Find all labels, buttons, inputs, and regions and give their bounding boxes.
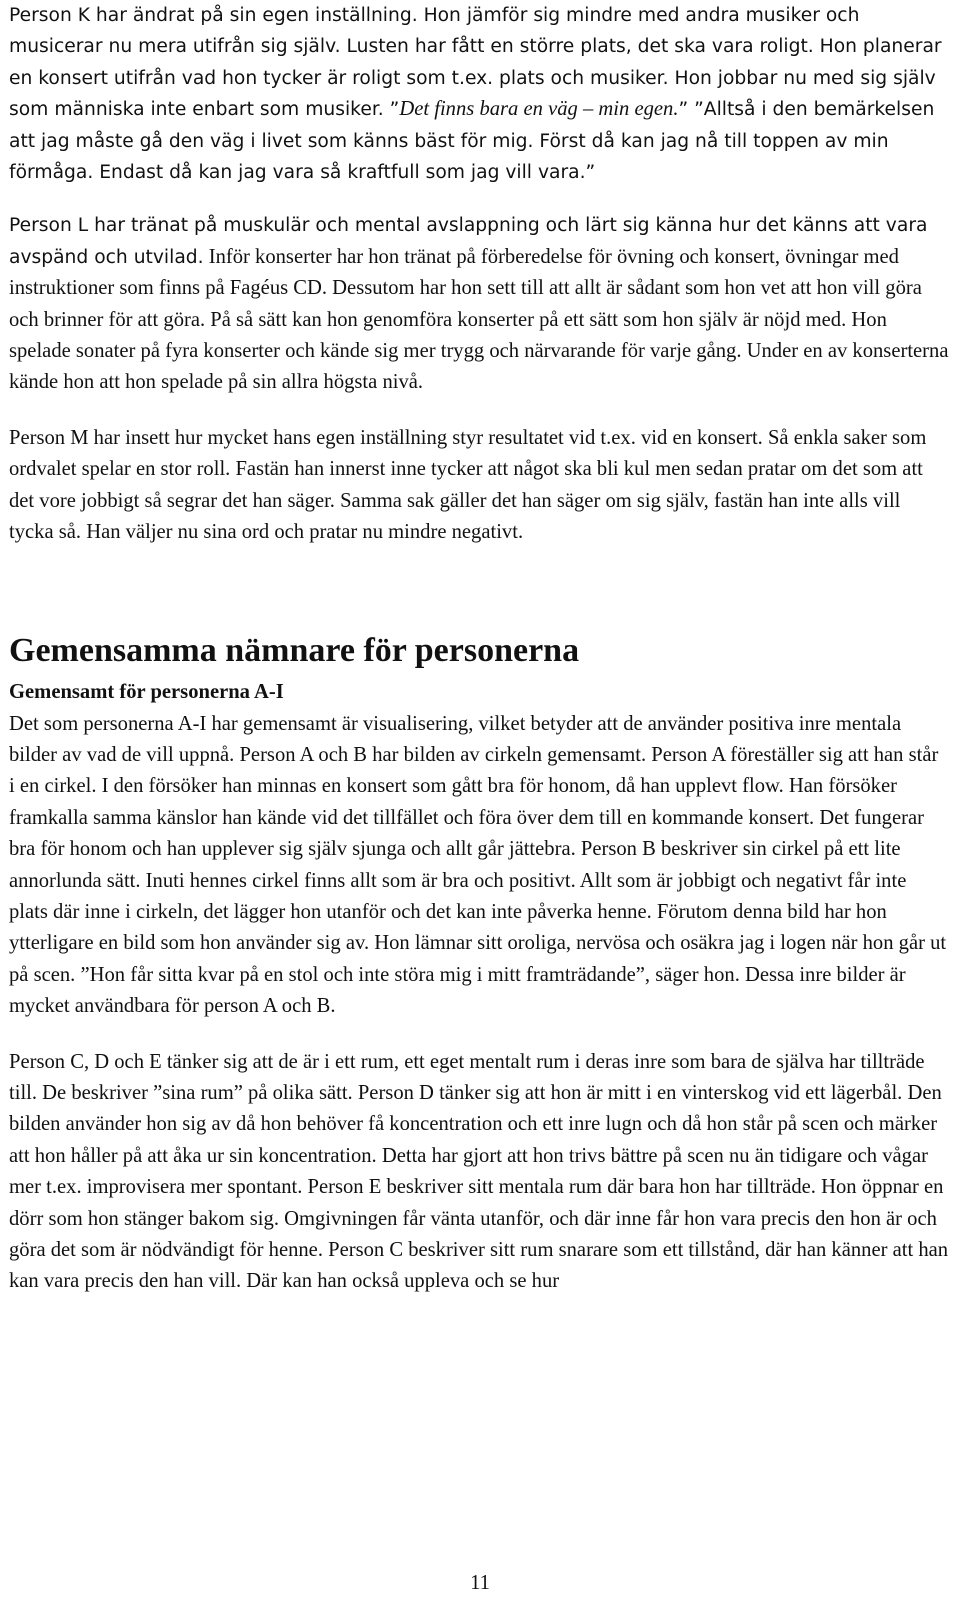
spacer <box>9 399 949 423</box>
spacer <box>9 549 949 631</box>
page-number: 11 <box>470 1572 490 1594</box>
paragraph-person-a-b: Det som personerna A-I har gemensamt är visualisering, vilket betyder att de använder positiva inre mentala bilder av vad de vill uppnå. Person A och B har bilden av cirkeln gemensamt. Person A föreställer sig att han står i en cirkel. I den försöker han minnas en konsert som gått bra för honom, då han upplevt flow. Han försöker framkalla samma känslor han kände vid det tillfället och föra över dem till en kommande konsert. Det fungerar bra för honom och han upplever sig själv sjunga och allt går jättebra. Person B beskriver sin cirkel på ett lite annorlunda sätt. Inuti hennes cirkel finns allt som är bra och positivt. Allt som är jobbigt och negativt får inte plats där inne i cirkeln, det lägger hon utanför och det kan inte påverka henne. Förutom denna bild har hon ytterligare en bild som hon använder sig av. Hon lämnar sitt oroliga, nervösa och osäkra jag i logen när hon går ut på scen. ”Hon får sitta kvar på en stol och inte störa mig i mitt framträdande”, säger hon. Dessa inre bilder är mycket användbara för person A och B. <box>9 712 947 1018</box>
person-l-sans-text: Person L har tränat på muskulär och mental avslappning och lärt sig känna hur det känns att vara avspänd och utvilad. <box>9 215 928 268</box>
paragraph-person-k <box>9 0 949 188</box>
spacer <box>9 1023 949 1047</box>
spacer <box>9 188 949 210</box>
section-heading: Gemensamma nämnare för personerna <box>9 631 580 669</box>
person-k-text: Person K har ändrat på sin egen inställning. Hon jämför sig mindre med andra musiker och musicerar nu mera utifrån sig själv. Lusten har fått en större plats, det ska vara roligt. Hon planerar en konsert utifrån vad hon tycker är roligt som t.ex. plats och musiker. Hon jobbar nu med sig själv som människa inte enbart som musiker. ” <box>9 5 942 121</box>
paragraph-person-l <box>9 210 949 398</box>
section-subheading: Gemensamt för personerna A-I <box>9 680 284 703</box>
paragraph-person-c-d-e: Person C, D och E tänker sig att de är i ett rum, ett eget mentalt rum i deras inre som bara de själva har tillträde till. De beskriver ”sina rum” på olika sätt. Person D tänker sig att hon är mitt i en vinterskog vid ett lägerbål. Den bilden använder hon sig av då hon behöver få koncentration och ett inre lugn och då hon står på scen och märker att hon håller på att åka ur sin koncentration. Detta har gjort att hon trivs bättre på scen nu än tidigare och vågar mer t.ex. improvisera mer spontant. Person E beskriver sitt mentala rum där bara hon har tillträde. Hon öppnar en dörr som hon stänger bakom sig. Omgivningen får vänta utanför, och där inne får hon vara precis den hon är och göra det som är nödvändigt för henne. Person C beskriver sitt rum snarare som ett tillstånd, där han känner att han kan vara precis den han vill. Där kan han också uppleva och se hur <box>9 1050 949 1293</box>
person-k-text-continued: ” ”Alltså i den bemärkelsen att jag måste gå den väg i livet som känns bäst för mig. Först då kan jag nå till toppen av min förmåga. Endast då kan jag vara så kraftfull som jag vill vara.” <box>9 99 935 184</box>
paragraph-person-m: Person M har insett hur mycket hans egen inställning styr resultatet vid t.ex. vid en konsert. Så enkla saker som ordvalet spelar en stor roll. Fastän han innerst inne tycker att något ska bli kul men sedan pratar om det som att det vore jobbigt så segrar det han säger. Samma sak gäller det han säger om sig själv, fastän han inte alls vill tycka så. Han väljer nu sina ord och pratar nu mindre negativt. <box>9 426 927 544</box>
person-k-quote: Det finns bara en väg – min egen. <box>399 98 679 121</box>
document-page <box>9 0 949 1298</box>
person-l-serif-text: Inför konserter har hon tränat på förberedelse för övning och konsert, övningar med instruktioner som finns på Fagéus CD. Dessutom har hon sett till att allt är sådant som hon vet att hon vill göra och brinner för att göra. På så sätt kan hon genomföra konserter på ett sätt som hon själv är nöjd med. Hon spelade sonater på fyra konserter och kände sig mer trygg och närvarande för varje gång. Under en av konserterna kände hon att hon spelade på sin allra högsta nivå. <box>9 245 949 394</box>
